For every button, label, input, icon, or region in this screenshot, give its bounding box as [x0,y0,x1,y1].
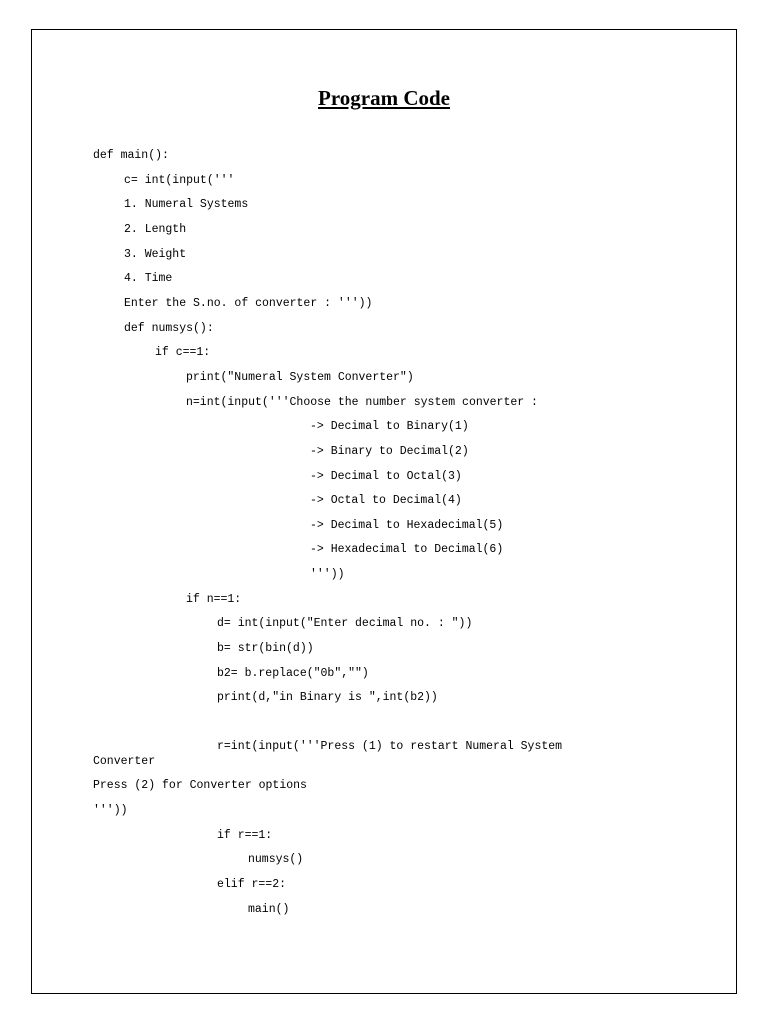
code-line: print("Numeral System Converter") [186,371,414,384]
code-line: print(d,"in Binary is ",int(b2)) [217,691,438,704]
code-line: 4. Time [124,272,173,285]
code-line: elif r==2: [217,878,287,891]
code-line: 3. Weight [124,248,187,261]
code-line: Converter [93,755,156,768]
code-line: def main(): [93,149,169,162]
code-line: 2. Length [124,223,187,236]
code-line: ''')) [310,568,345,581]
code-line: if n==1: [186,593,242,606]
code-line: Enter the S.no. of converter : ''')) [124,297,373,310]
code-line: Press (2) for Converter options [93,779,307,792]
code-line: def numsys(): [124,322,214,335]
page-title: Program Code [318,86,450,110]
code-line: numsys() [248,853,304,866]
code-line: n=int(input('''Choose the number system converter : [186,396,538,409]
code-line: b2= b.replace("0b","") [217,667,369,680]
code-line: if c==1: [155,346,211,359]
code-line: d= int(input("Enter decimal no. : ")) [217,617,473,630]
code-line: -> Decimal to Binary(1) [310,420,469,433]
code-line: -> Hexadecimal to Decimal(6) [310,543,504,556]
code-line: 1. Numeral Systems [124,198,249,211]
code-line: -> Decimal to Octal(3) [310,470,462,483]
code-line: if r==1: [217,829,273,842]
code-line: -> Binary to Decimal(2) [310,445,469,458]
code-line: ''')) [93,804,128,817]
code-line: main() [248,903,290,916]
code-line: b= str(bin(d)) [217,642,314,655]
code-line: r=int(input('''Press (1) to restart Numeral System [217,740,563,753]
code-line: -> Decimal to Hexadecimal(5) [310,519,504,532]
code-line: -> Octal to Decimal(4) [310,494,462,507]
code-line: c= int(input(''' [124,174,235,187]
